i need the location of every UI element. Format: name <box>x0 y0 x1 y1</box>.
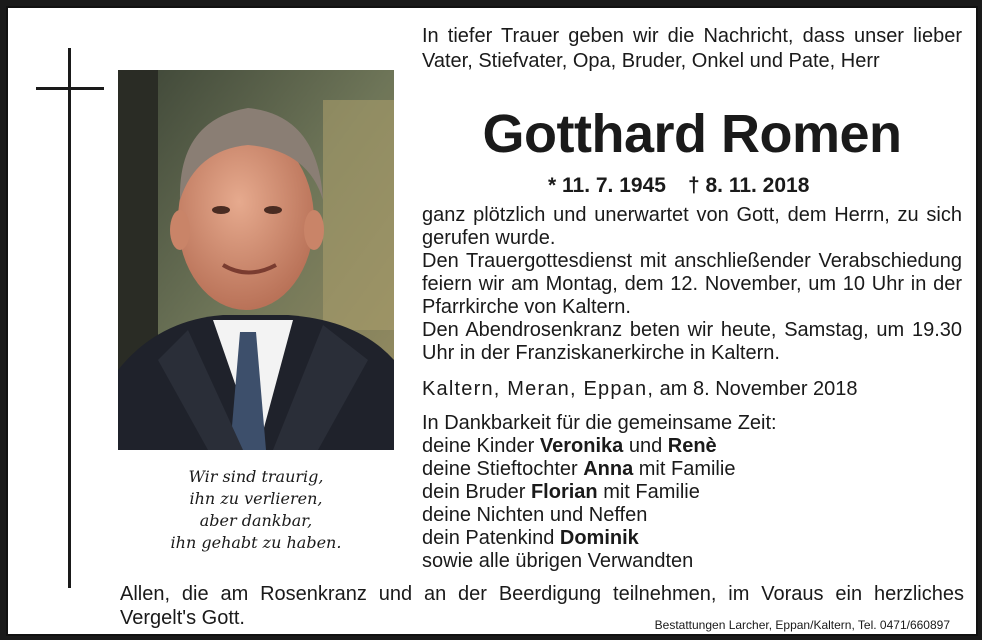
mourner-line: deine Kinder Veronika und Renè <box>422 435 717 457</box>
announcement-intro: In tiefer Trauer geben wir die Nachricht, dass unser lieber Vater, Stiefvater, Opa, Bruder, Onkel und Pate, Herr <box>422 25 962 72</box>
mourner-line: deine Stieftochter Anna mit Familie <box>422 458 736 480</box>
birth-date: * 11. 7. 1945 <box>548 174 666 197</box>
closing-thanks: Allen, die am Rosenkranz und an der Beerdigung teilnehmen, im Voraus ein herzliches Vergelt's Gott. <box>120 583 964 629</box>
portrait-image <box>118 70 394 450</box>
memorial-poem <box>118 466 394 554</box>
body-paragraph: Den Trauergottesdienst mit anschließender Verabschiedung feiern wir am Montag, dem 12. November, um 10 Uhr in der Pfarrkirche von Kaltern. <box>422 250 962 318</box>
poem-line: aber dankbar, <box>199 511 313 530</box>
poem-line: ihn zu verlieren, <box>189 489 323 508</box>
obituary-notice <box>6 6 978 636</box>
life-dates <box>548 174 809 198</box>
poem-line: Wir sind traurig, <box>188 467 324 486</box>
mourner-line: dein Bruder Florian mit Familie <box>422 481 700 503</box>
mourners-list <box>422 412 962 573</box>
body-paragraph: Den Abendrosenkranz beten wir heute, Samstag, um 19.30 Uhr in der Franziskanerkirche in Kaltern. <box>422 319 962 364</box>
death-date: † 8. 11. 2018 <box>687 174 810 197</box>
place-and-date <box>422 378 962 401</box>
cross-icon-bar <box>36 87 104 90</box>
poem-line: ihn gehabt zu haben. <box>170 533 342 552</box>
place-names: Kaltern, Meran, Eppan, <box>422 378 655 400</box>
deceased-name: Gotthard Romen <box>482 104 902 164</box>
portrait-photo <box>118 70 394 450</box>
thanks-intro: In Dankbarkeit für die gemeinsame Zeit: <box>422 412 777 434</box>
mourner-line: deine Nichten und Neffen <box>422 504 648 526</box>
funeral-home-credit: Bestattungen Larcher, Eppan/Kaltern, Tel. 0471/660897 <box>654 618 950 632</box>
notice-date: am 8. November 2018 <box>659 378 858 400</box>
body-paragraph: ganz plötzlich und unerwartet von Gott, dem Herrn, zu sich gerufen wurde. <box>422 204 962 249</box>
mourner-line: dein Patenkind Dominik <box>422 527 639 549</box>
service-details <box>422 204 962 365</box>
mourner-line: sowie alle übrigen Verwandten <box>422 550 694 572</box>
cross-icon <box>68 48 71 588</box>
